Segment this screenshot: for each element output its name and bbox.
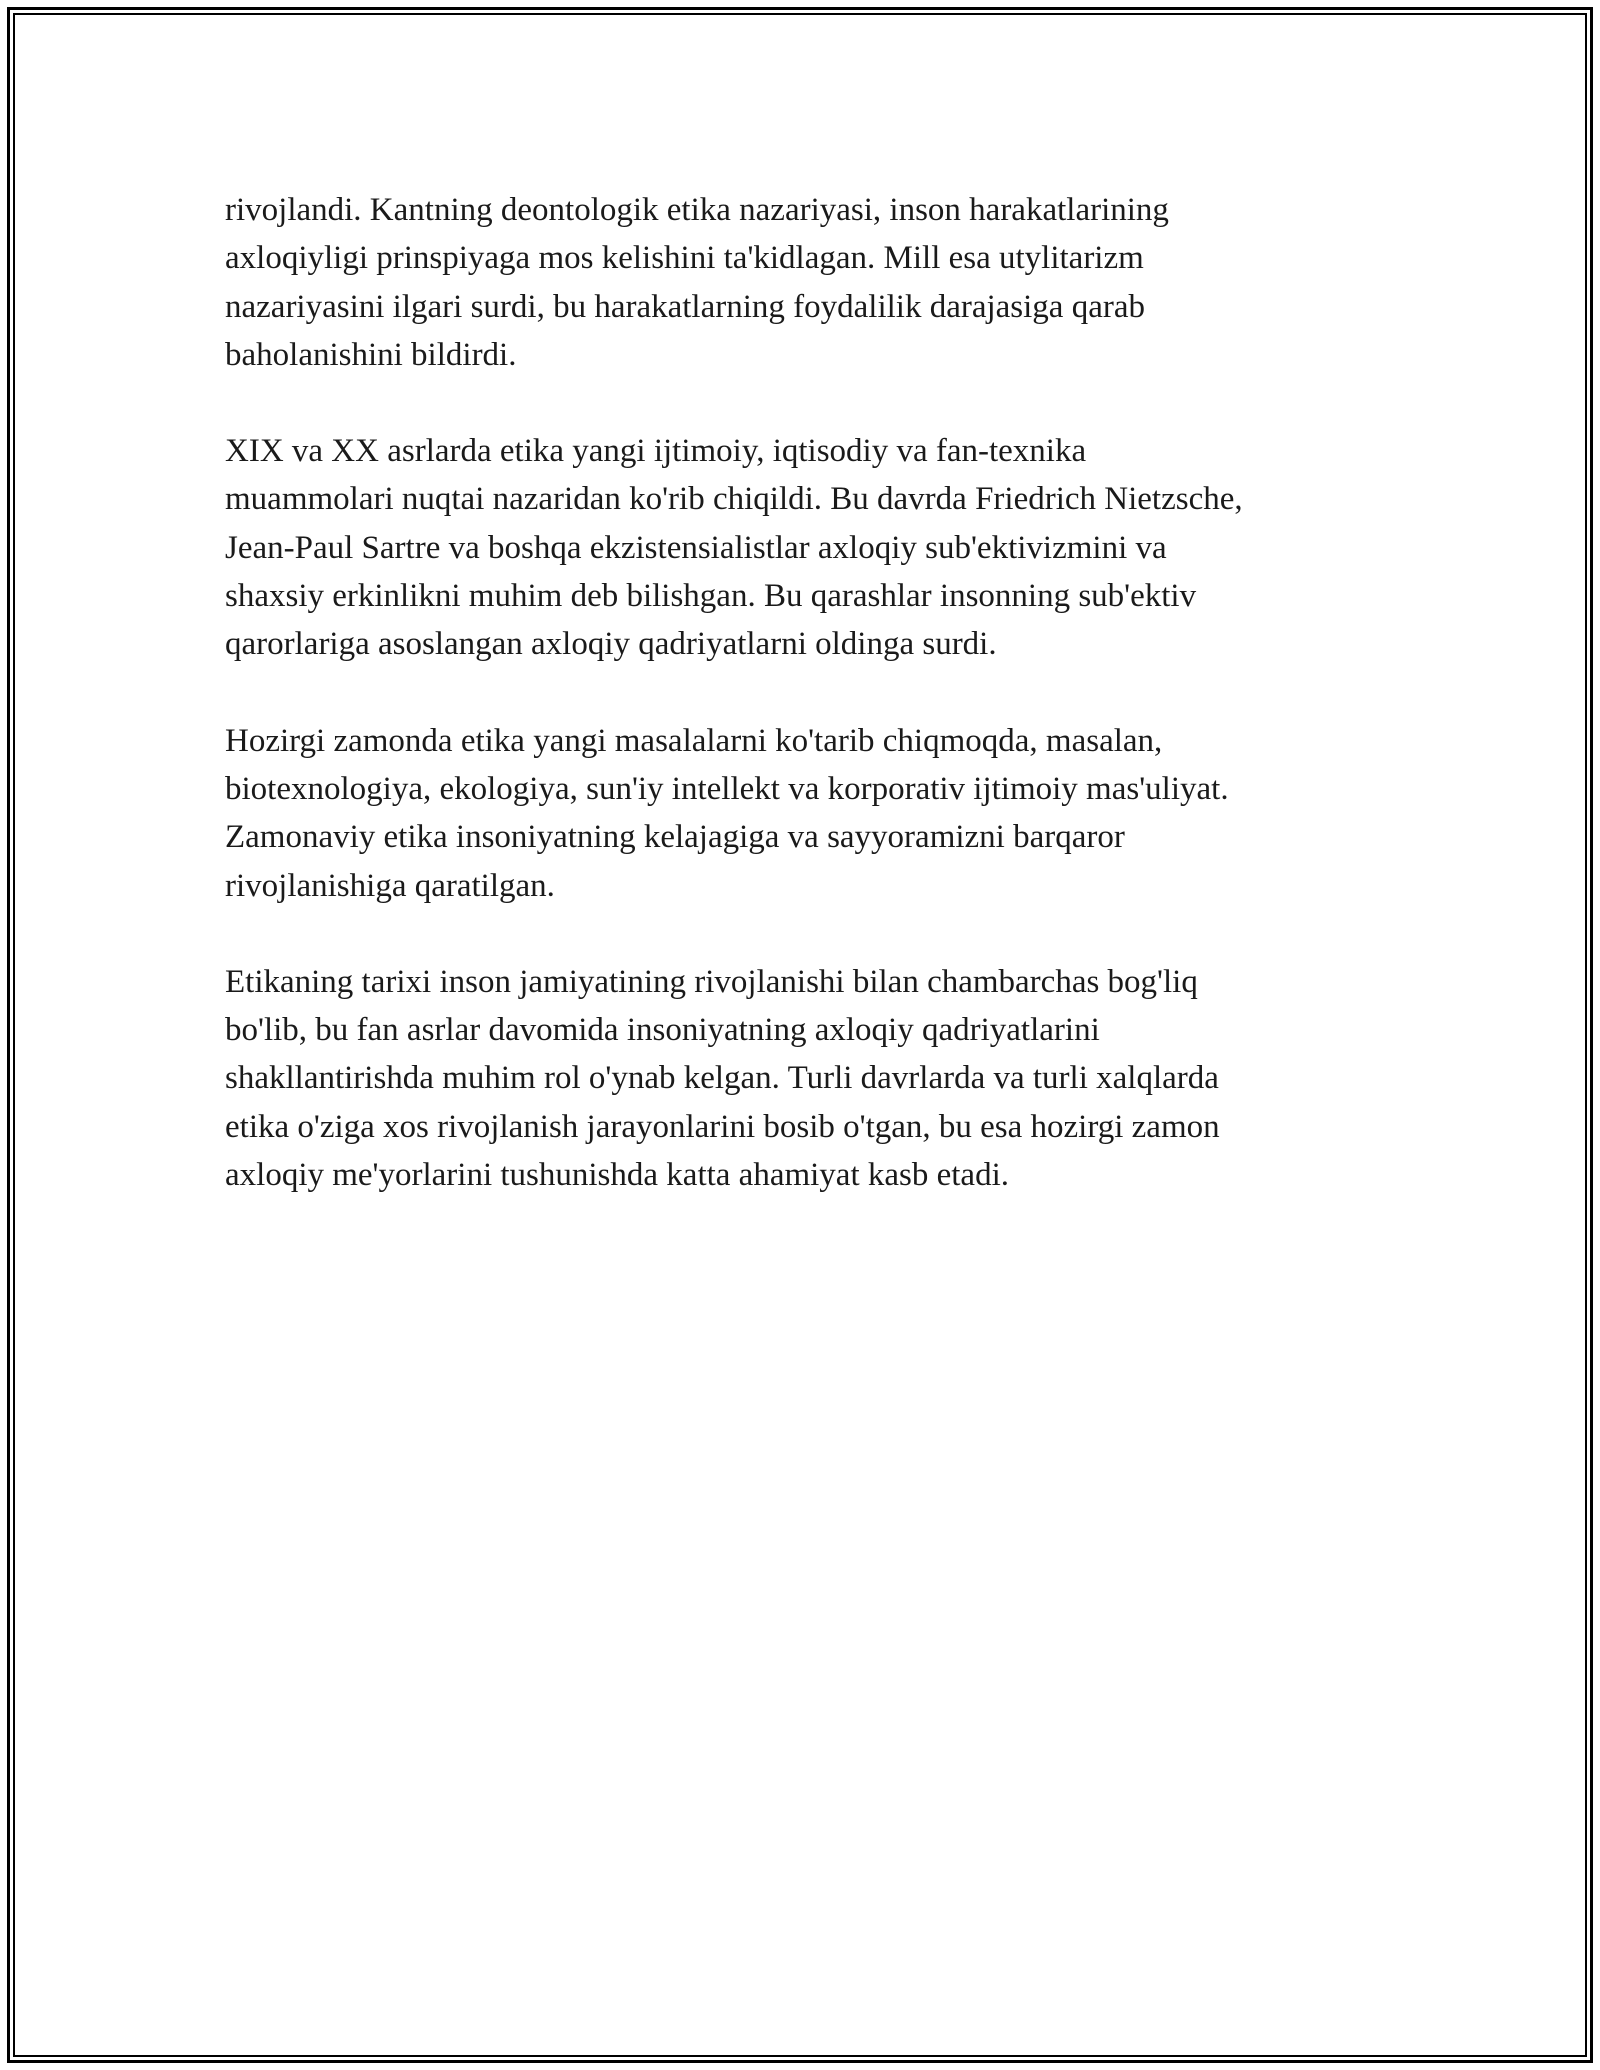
- text-line: axloqiy me'yorlarini tushunishda katta ahamiyat kasb etadi.: [225, 1157, 1009, 1194]
- paragraph-1: [225, 186, 1385, 379]
- text-line: Jean-Paul Sartre va boshqa ekzistensialistlar axloqiy sub'ektivizmini va: [225, 529, 1167, 566]
- text-line: Etikaning tarixi inson jamiyatining rivojlanishi bilan chambarchas bog'liq: [225, 963, 1198, 1000]
- paragraph-3: [225, 717, 1385, 910]
- text-line: shakllantirishda muhim rol o'ynab kelgan. Turli davrlarda va turli xalqlarda: [225, 1060, 1219, 1097]
- text-line: rivojlandi. Kantning deontologik etika nazariyasi, inson harakatlarining: [225, 192, 1169, 228]
- text-line: Zamonaviy etika insoniyatning kelajagiga va sayyoramizni barqaror: [225, 819, 1125, 856]
- paragraph-4: [225, 958, 1385, 1199]
- text-line: qarorlariga asoslangan axloqiy qadriyatlarni oldinga surdi.: [225, 626, 997, 663]
- text-line: Hozirgi zamonda etika yangi masalalarni ko'tarib chiqmoqda, masalan,: [225, 722, 1163, 759]
- text-line: baholanishini bildirdi.: [225, 336, 517, 373]
- text-line: shaxsiy erkinlikni muhim deb bilishgan. Bu qarashlar insonning sub'ektiv: [225, 578, 1197, 615]
- text-line: XIX va XX asrlarda etika yangi ijtimoiy, iqtisodiy va fan-texnika: [225, 433, 1087, 470]
- text-line: rivojlanishiga qaratilgan.: [225, 867, 555, 904]
- document-body: [225, 186, 1385, 1247]
- text-line: etika o'ziga xos rivojlanish jarayonlarini bosib o'tgan, bu esa hozirgi zamon: [225, 1108, 1220, 1145]
- text-line: biotexnologiya, ekologiya, sun'iy intellekt va korporativ ijtimoiy mas'uliyat.: [225, 770, 1229, 807]
- text-line: nazariyasini ilgari surdi, bu harakatlarning foydalilik darajasiga qarab: [225, 288, 1145, 325]
- text-line: bo'lib, bu fan asrlar davomida insoniyatning axloqiy qadriyatlarini: [225, 1012, 1100, 1049]
- text-line: axloqiyligi prinspiyaga mos kelishini ta'kidlagan. Mill esa utylitarizm: [225, 240, 1144, 277]
- paragraph-2: [225, 427, 1385, 668]
- text-line: muammolari nuqtai nazaridan ko'rib chiqildi. Bu davrda Friedrich Nietzsche,: [225, 481, 1243, 518]
